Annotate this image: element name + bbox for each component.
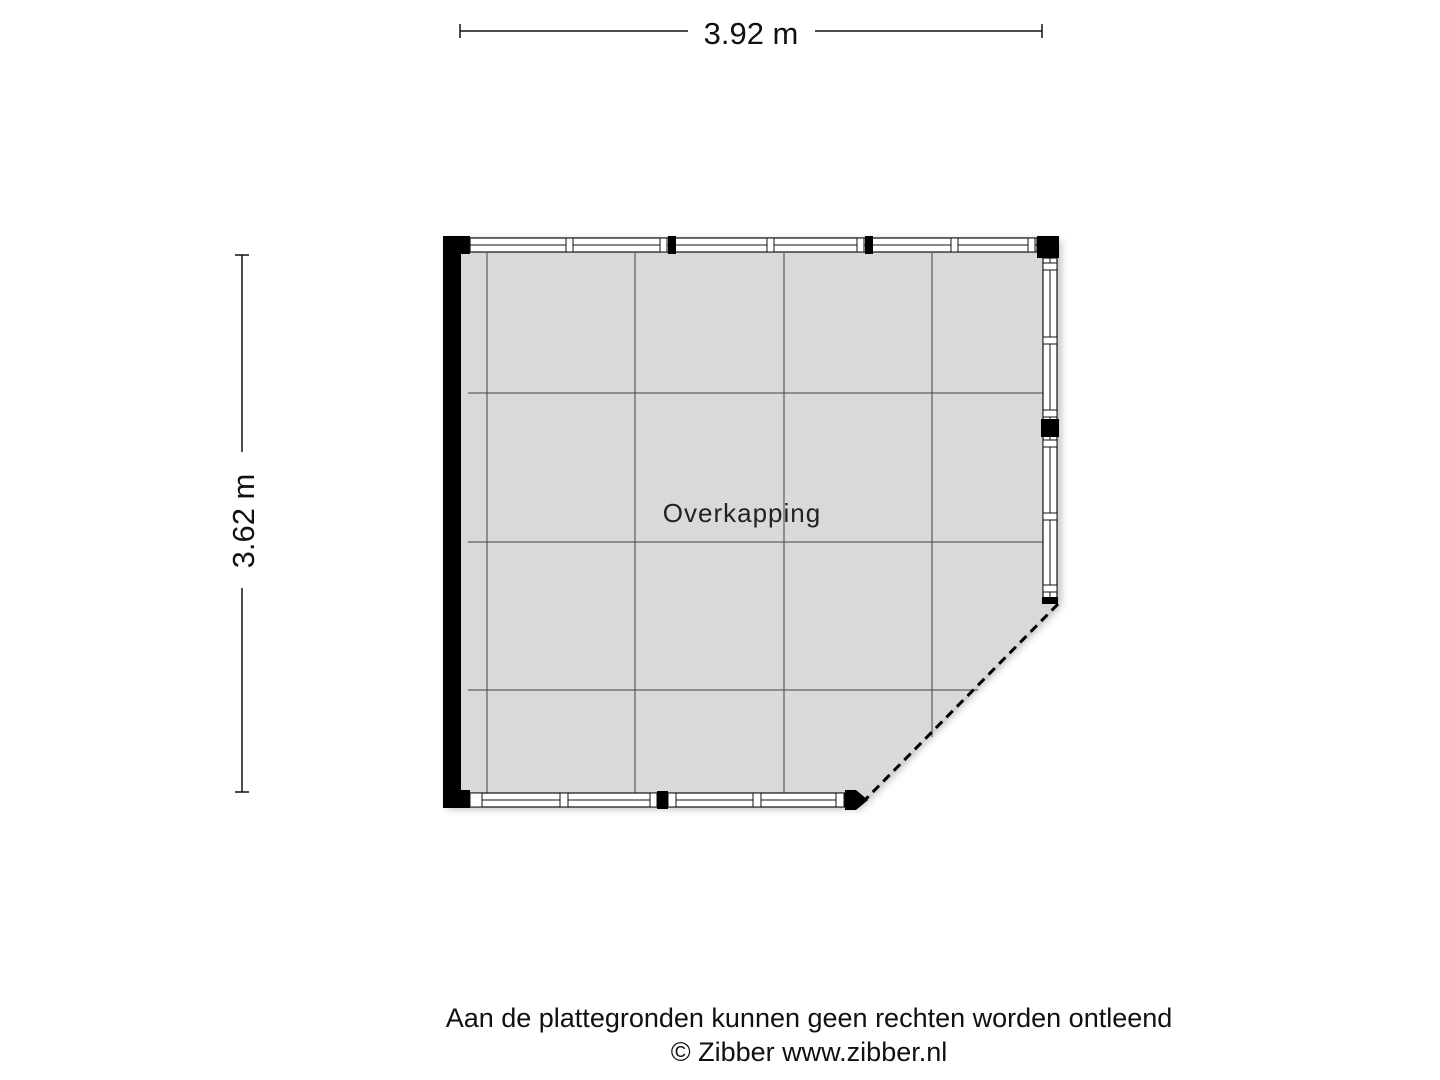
- room-label: Overkapping: [662, 498, 822, 528]
- height-dimension-label: 3.62 m: [226, 473, 261, 569]
- footer-copyright: © Zibber www.zibber.nl: [670, 1037, 948, 1067]
- right-window-band: [1041, 258, 1059, 604]
- footer-disclaimer: Aan de plattegronden kunnen geen rechten worden ontleend: [445, 1003, 1173, 1033]
- top-window-band: [470, 236, 1037, 254]
- post-right-end: [1042, 597, 1058, 604]
- post-top-1: [668, 236, 676, 254]
- post-bottom-1: [657, 791, 668, 809]
- left-wall: [443, 236, 461, 808]
- wall-corner-top-right: [1037, 236, 1059, 258]
- post-right-1: [1041, 419, 1059, 437]
- width-dimension-label: 3.92 m: [703, 16, 799, 51]
- wall-corner-top-left: [443, 236, 470, 254]
- post-top-2: [865, 236, 873, 254]
- bottom-window-band: [470, 791, 845, 809]
- wall-corner-bottom-left: [443, 790, 470, 808]
- height-dimension: [226, 255, 261, 792]
- width-dimension: [460, 16, 1042, 51]
